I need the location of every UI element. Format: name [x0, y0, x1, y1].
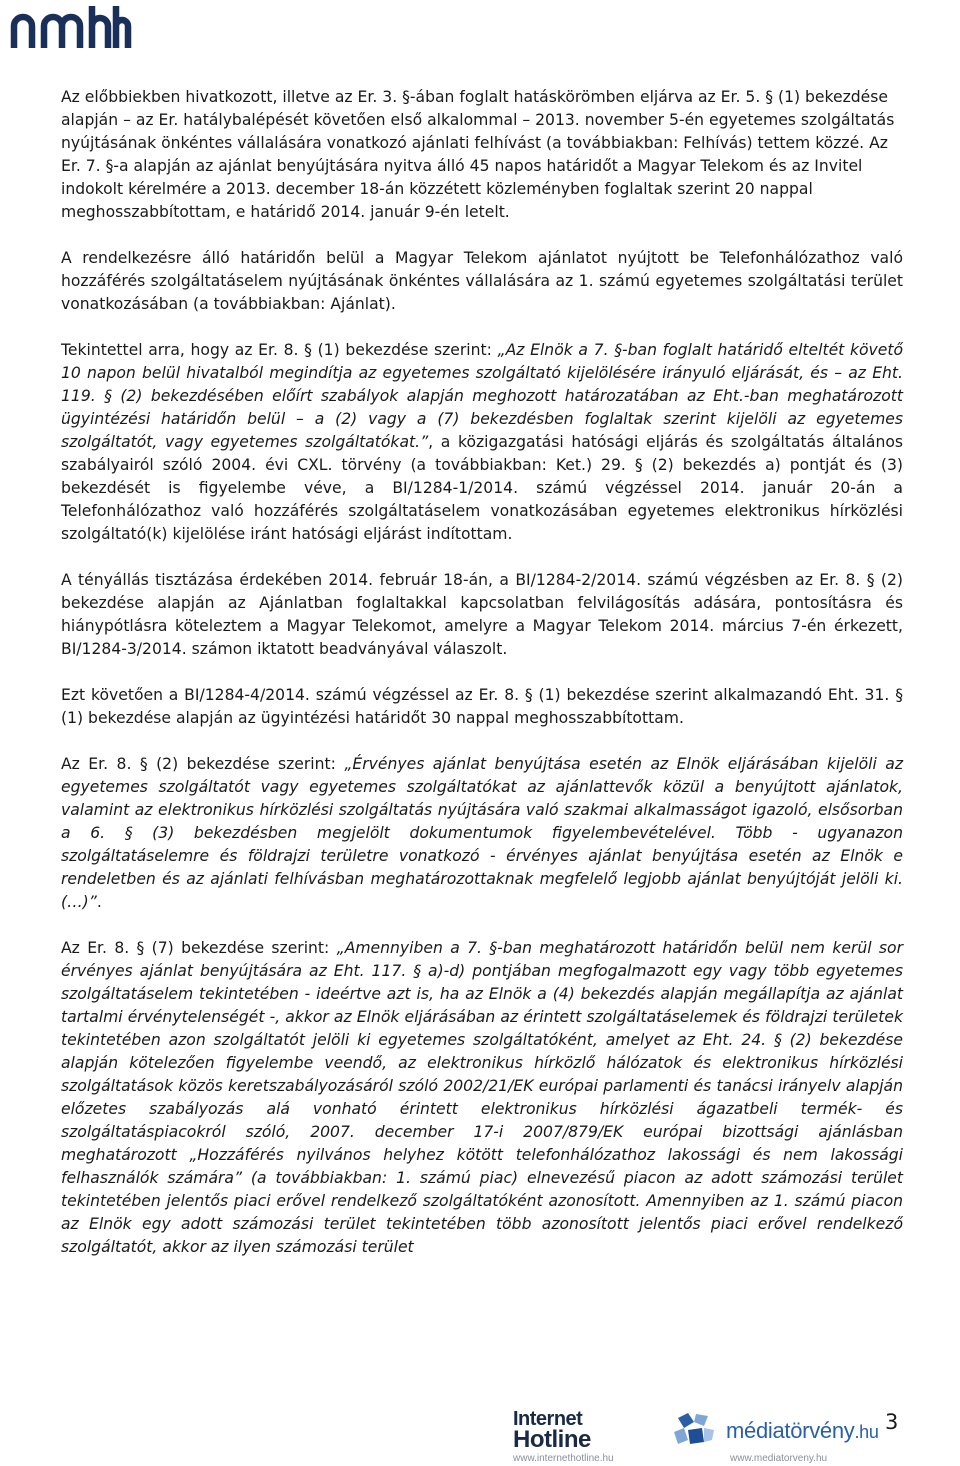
- page-number: 3: [885, 1410, 899, 1434]
- hotline-word-internet: Internet: [513, 1408, 583, 1430]
- paragraph: [61, 753, 903, 914]
- paragraph: [61, 684, 903, 730]
- mediatorveny-mark-icon: [672, 1410, 716, 1450]
- paragraph-text: Az Er. 8. § (2) bekezdése szerint:: [61, 755, 345, 773]
- paragraph-text: , a közigazgatási hatósági eljárás és szolgáltatás általános szabályairól szóló 2004. évi CXL. törvény (a továbbiakban: Ket.) 29. § (2) bekezdés a) pontját és (3) bekezdését is figyelembe véve, a BI/1284-1/2014. számú végzéssel 2014. január 20-án a Telefonhálózathoz való hozzáférés szolgáltatáselem vonatkozásában egyetemes elektronikus hírközlési szolgáltató(k) kijelölése iránt hatósági eljárást indítottam.: [61, 433, 903, 543]
- mediatorveny-name: médiatörvény.hu: [726, 1418, 879, 1443]
- quoted-text: „Amennyiben a 7. §-ban meghatározott határidőn belül nem kerül sor érvényes ajánlat benyújtására az Eht. 117. § a)-d) pontjában megfogalmazott egy vagy több egyetemes szolgáltatáselem tekintetében - ideértve azt is, ha az Elnök a (4) bekezdés alapján megállapítja az ajánlat tartalmi érvénytelenségét -, akkor az Elnök eljárásában az érintett szolgáltatáselemek és földrajzi területek tekintetében azon szolgáltatót jelöli ki egyetemes szolgáltatóként, amelyet az Eht. 24. § (2) bekezdése alapján kötelezően figyelembe veendő, az elektronikus hírközlő hálózatok és elektronikus hírközlési szolgáltatások közös keretszabályozásáról szóló 2002/21/EK európai parlamenti és tanácsi irányelv alapján előzetes szabályozás alá vonható érintett elektronikus hírközlési ágazatbeli termék- és szolgáltatáspiacokról szóló, 2007. december 17-i 2007/879/EK európai bizottsági ajánlásban meghatározott „Hozzáférés nyilvános helyhez kötött telefonhálózathoz lakossági és nem lakossági felhasználók számára” (a továbbiakban: 1. számú piac) elnevezésű piacon az adott számozási terület tekintetében jelentős piaci erővel rendelkező szolgáltatóként azonosított. Amennyiben az 1. számú piacon az Elnök egy adott számozási terület tekintetében több azonosított jelentős piaci erővel rendelkező szolgáltatót, akkor az ilyen számozási terület: [61, 939, 903, 1256]
- paragraph-text: Tekintettel arra, hogy az Er. 8. § (1) bekezdése szerint:: [61, 341, 498, 359]
- paragraph-text: A rendelkezésre álló határidőn belül a Magyar Telekom ajánlatot nyújtott be Telefonhálózathoz való hozzáférés szolgáltatáselem nyújtásának önkéntes vállalására az 1. számú egyetemes szolgáltatási terület vonatkozásában (a továbbiakban: Ajánlat).: [61, 249, 903, 313]
- hotline-url[interactable]: www.internethotline.hu: [513, 1453, 614, 1464]
- paragraph-text: Az Er. 8. § (7) bekezdése szerint:: [61, 939, 337, 957]
- hotline-word-hotline: Hotline: [513, 1426, 591, 1453]
- mediatorveny-url[interactable]: www.mediatorveny.hu: [730, 1453, 828, 1464]
- paragraph: [61, 937, 903, 1259]
- paragraph-text: .: [96, 893, 102, 911]
- paragraph-text: Az előbbiekben hivatkozott, illetve az Er. 3. §-ában foglalt hatáskörömben eljárva az Er. 5. § (1) bekezdése alapján – az Er. hatálybalépését követően első alkalommal – 2013. november 5-én egyetemes szolgáltatás nyújtásának önkéntes vállalására vonatkozó ajánlati felhívást (a továbbiakban: Felhívás) tettem közzé. Az Er. 7. §-a alapján az ajánlat benyújtására nyitva álló 45 napos határidőt a Magyar Telekom és az Invitel indokolt kérelmére a 2013. december 18-án közzétett közleményben foglaltak szerint 20 nappal meghosszabbítottam, e határidő 2014. január 9-én letelt.: [61, 88, 895, 221]
- paragraph: [61, 569, 903, 661]
- internet-hotline-logo: [513, 1408, 645, 1464]
- paragraph-text: A tényállás tisztázása érdekében 2014. február 18-án, a BI/1284-2/2014. számú végzésben az Er. 8. § (2) bekezdése alapján az Ajánlatban foglaltakkal kapcsolatban felvilágosítás adására, pontosításra és hiánypótlásra köteleztem a Magyar Telekomot, amelyre a Magyar Telekom 2014. március 7-én érkezett, BI/1284-3/2014. számon iktatott beadványával válaszolt.: [61, 571, 903, 658]
- paragraph: [61, 339, 903, 546]
- footer: [0, 1400, 960, 1466]
- nmhh-logo: [8, 2, 132, 50]
- mediatorveny-logo: [672, 1408, 879, 1464]
- paragraph-text: Ezt követően a BI/1284-4/2014. számú végzéssel az Er. 8. § (1) bekezdése szerint alkalmazandó Eht. 31. § (1) bekezdése alapján az ügyintézési határidőt 30 nappal meghosszabbítottam.: [61, 686, 903, 727]
- document-body: [61, 86, 903, 1282]
- quoted-text: „Érvényes ajánlat benyújtása esetén az Elnök eljárásában kijelöli az egyetemes szolgáltatót vagy egyetemes szolgáltatókat az ajánlattevők közül a benyújtott ajánlatok, valamint az elektronikus hírközlési szolgáltatás nyújtására való szakmai alkalmasságot igazoló, elsősorban a 6. § (3) bekezdésben megjelölt dokumentumok figyelembevételével. Több - ugyanazon szolgáltatáselemre és földrajzi területre vonatkozó - érvényes ajánlat benyújtása esetén az Elnök e rendeletben és az ajánlati felhívásban meghatározottaknak megfelelő legjobb ajánlat benyújtóját jelöli ki. (…)”: [61, 755, 903, 911]
- paragraph: [61, 86, 903, 224]
- quoted-text: „Az Elnök a 7. §-ban foglalt határidő elteltét követő 10 napon belül hivatalból megindítja az egyetemes szolgáltató kijelölésére irányuló eljárását, és – az Eht. 119. § (2) bekezdésében előírt szabályok alapján meghozott határozatában az Eht.-ban meghatározott ügyintézési határidőn belül – a (2) vagy a (7) bekezdésben foglaltak szerint kijelöli az egyetemes szolgáltatót, vagy egyetemes szolgáltatókat.”: [61, 341, 903, 451]
- paragraph: [61, 247, 903, 316]
